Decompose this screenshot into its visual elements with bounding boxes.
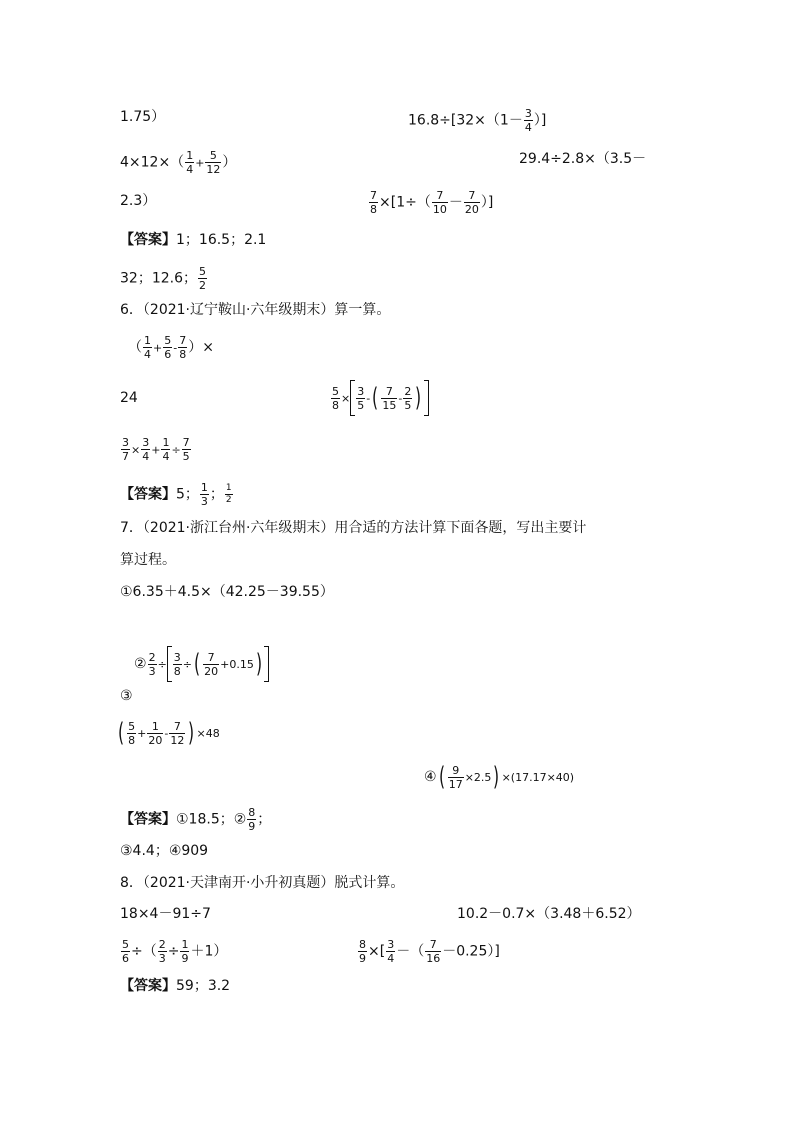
expr-line-2-left: 4×12×（ $\frac{1}{4}$ + $\frac{5}{12}$ ） — [120, 149, 237, 176]
q6-expr-1-number: 24 — [120, 390, 138, 406]
q7-expr-1: ①6.35＋4.5×（42.25－39.55） — [120, 584, 334, 600]
expr-line-1-right: 16.8÷[32×（1－ $\frac{3}{4}$ ）] — [408, 107, 547, 134]
q7-expr-2: ② $\frac{2}{3}$ ÷ $\frac{3}{8}$ ÷( $\frac{7}{20}$ +0.15) — [134, 646, 269, 682]
answer-1-continued: 32；12.6； $\frac{5}{2}$ — [120, 265, 206, 292]
q6-answer: 【答案】5； $\frac{1}{3}$ ； $\frac{1}{2}$ — [120, 481, 232, 508]
question-6-title: 6．（2021·辽宁鞍山·六年级期末）算一算。 — [120, 302, 391, 318]
q6-expr-2: $\frac{5}{8}$ × $\frac{3}{5}$ -( $\frac{7}{15}$ - $\frac{2}{5}$ ) — [330, 380, 429, 416]
q7-expr-3-mark: ③ — [120, 688, 133, 704]
expr-line-1-left: 1.75） — [120, 109, 166, 125]
q6-expr-3: $\frac{3}{7}$ × $\frac{3}{4}$ + $\frac{1}{4}$ ÷ $\frac{7}{5}$ — [122, 436, 190, 463]
q8-expr-3: $\frac{5}{6}$ ÷（ $\frac{2}{3}$ ÷ $\frac{1}{9}$ ＋1） — [122, 938, 228, 965]
question-7-title-2: 算过程。 — [120, 552, 176, 568]
expr-line-3-right: $\frac{7}{8}$ ×[1÷（ $\frac{7}{10}$ － $\frac{7}{20}$ ）] — [370, 189, 494, 216]
expr-line-3-left: 2.3） — [120, 193, 157, 209]
answer-1: 【答案】1；16.5；2.1 — [120, 232, 267, 248]
q6-expr-1: （ $\frac{1}{4}$ + $\frac{5}{6}$ - $\frac{7}{8}$ ）× — [128, 334, 214, 361]
q7-expr-3: ( $\frac{5}{8}$ + $\frac{1}{20}$ - $\frac{7}{12}$ ) ×48 — [118, 718, 220, 748]
q8-expr-2: 10.2－0.7×（3.48＋6.52） — [457, 906, 641, 922]
q8-answer: 【答案】59；3.2 — [120, 978, 231, 994]
expr-line-2-right: 29.4÷2.8×（3.5－ — [519, 151, 647, 167]
question-8-title: 8．（2021·天津南开·小升初真题）脱式计算。 — [120, 875, 405, 891]
q7-expr-4: ④( $\frac{9}{17}$ ×2.5) ×(17.17×40) — [424, 762, 575, 792]
q7-answer: 【答案】①18.5；② $\frac{8}{9}$ ； — [120, 806, 272, 833]
q8-expr-4: $\frac{8}{9}$ ×[ $\frac{3}{4}$ －（ $\frac{7}{16}$ －0.25）] — [359, 938, 500, 965]
question-7-title-1: 7．（2021·浙江台州·六年级期末）用合适的方法计算下面各题，写出主要计 — [120, 520, 587, 536]
q8-expr-1: 18×4－91÷7 — [120, 906, 211, 922]
q7-answer-2: ③4.4；④909 — [120, 843, 209, 859]
